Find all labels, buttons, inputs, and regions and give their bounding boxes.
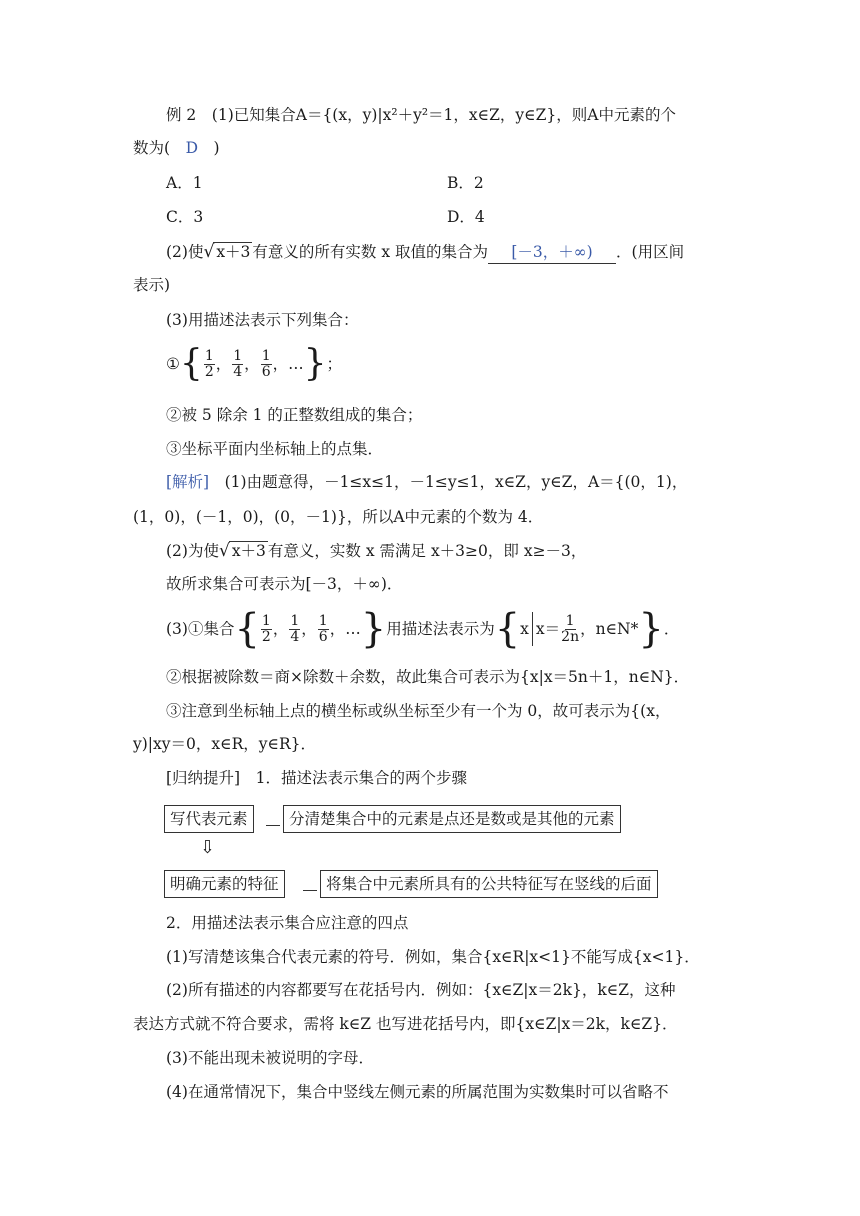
left-brace-2: { [234, 606, 260, 652]
q2-answer: [－3，＋∞) [488, 241, 616, 264]
summary-p2-3: (3)不能出现未被说明的字母． [166, 1049, 374, 1067]
solution-line1 [166, 471, 687, 493]
left-brace: { [179, 343, 203, 384]
example-q3-3: ③坐标平面内坐标轴上的点集． [166, 440, 384, 458]
solution-s3-2: ②根据被除数＝商×除数＋余数，故此集合可表示为{x|x＝5n＋1，n∈N}． [166, 668, 690, 686]
s3-end: ． [663, 620, 680, 638]
fraction-term [318, 614, 329, 645]
frac-num: 1 [318, 612, 328, 629]
fraction-term [261, 614, 272, 645]
step-desc-1: 分清楚集合中的元素是点还是数或是其他的元素 [283, 805, 621, 833]
sqrt-icon: √ [203, 242, 215, 262]
comma: ， [244, 355, 260, 373]
q1-suffix: ) [198, 139, 220, 157]
q1-answer: D [185, 139, 198, 157]
q2-radicand: x＋3 [213, 242, 252, 261]
step-desc-2: 将集合中元素所具有的公共特征写在竖线的后面 [320, 870, 658, 898]
frac-den: 6 [318, 628, 328, 645]
example-q3-1 [166, 342, 342, 386]
frac-num: 1 [261, 612, 271, 629]
s3-cond-post: ，n∈N* [580, 620, 639, 638]
s2-suffix: 有意义，实数 x 需满足 x＋3≥0，即 x≥－3， [267, 542, 587, 560]
solution-s3-3-line2: y)|xy＝0，x∈R，y∈R}． [133, 735, 317, 753]
connector-1 [266, 825, 280, 826]
summary-p2-2-line2: 表达方式就不符合要求，需将 k∈Z 也写进花括号内，即{x∈Z|x＝2k，k∈Z}． [133, 1015, 678, 1033]
comma: ， [215, 355, 232, 373]
example-q2-line2: 表示) [133, 276, 171, 294]
right-brace: } [303, 343, 327, 384]
example-q1-line2 [133, 137, 220, 159]
s3-cond-pre: x＝ [535, 620, 561, 638]
frac-num: 1 [290, 612, 300, 629]
frac-den: 4 [290, 628, 300, 645]
circled-one: ① [166, 355, 180, 373]
q2-prefix: (2)使 [166, 243, 204, 261]
frac-den: 2 [204, 363, 214, 380]
fraction-term [261, 349, 272, 380]
q3-1-end: ； [326, 355, 343, 373]
fraction-term [289, 614, 300, 645]
q2-mid: 有意义的所有实数 x 取值的集合为 [252, 243, 489, 261]
frac-num: 1 [204, 347, 214, 364]
right-brace-3: } [638, 606, 664, 652]
down-arrow-icon: ⇩ [200, 837, 216, 858]
solution-line2: (1，0)，(－1，0)，(0，－1)}，所以A中元素的个数为 4． [133, 508, 544, 526]
solution-s1: (1)由题意得，－1≤x≤1，－1≤y≤1，x∈Z，y∈Z，A＝{(0，1)， [209, 473, 688, 491]
example-q1-line1: 例 2 (1)已知集合A＝{(x，y)|x²＋y²＝1，x∈Z，y∈Z}，则A中元素的个 [166, 106, 676, 124]
example-q2-line1 [166, 241, 684, 264]
set-bar [532, 612, 533, 646]
ellipsis-2: … [345, 620, 361, 638]
q2-suffix: ．(用区间 [616, 243, 685, 261]
ellipsis: … [288, 355, 304, 373]
q3-1-terms [203, 349, 288, 380]
solution-s2-line1 [166, 540, 586, 562]
option-a: A．1 [166, 174, 203, 192]
example-q3: (3)用描述法表示下列集合： [166, 311, 359, 329]
solution-s2-line2: 故所求集合可表示为[－3，＋∞)． [166, 575, 403, 593]
fraction-term [232, 349, 243, 380]
frac-num: 1 [565, 612, 575, 629]
example-q3-2: ②被 5 除余 1 的正整数组成的集合； [166, 406, 423, 424]
left-brace-3: { [494, 606, 521, 652]
comma: ， [301, 620, 317, 638]
solution-s3-1 [166, 604, 679, 654]
summary-p2-1: (1)写清楚该集合代表元素的符号．例如，集合{x∈R|x<1}不能写成{x<1}． [166, 948, 700, 966]
step-box-1: 写代表元素 [164, 805, 254, 833]
frac-num: 1 [233, 347, 243, 364]
sqrt-icon-2: √ [218, 541, 230, 561]
fraction-term [204, 349, 215, 380]
s3-prefix: (3)①集合 [166, 620, 235, 638]
solution-s3-3-line1: ③注意到坐标轴上点的横坐标或纵坐标至少有一个为 0，故可表示为{(x， [166, 702, 671, 720]
summary-p2: 2．用描述法表示集合应注意的四点 [166, 914, 409, 932]
s3-terms [260, 614, 345, 645]
summary-p2-4: (4)在通常情况下，集合中竖线左侧元素的所属范围为实数集时可以省略不 [166, 1083, 669, 1101]
frac-den: 2n [561, 628, 580, 645]
comma: ， [272, 620, 289, 638]
fraction-1-2n [561, 614, 579, 645]
option-b: B．2 [447, 174, 484, 192]
s3-mid: 用描述法表示为 [386, 620, 495, 638]
s3-var: x [520, 620, 529, 638]
summary-head: [归纳提升] 1．描述法表示集合的两个步骤 [166, 769, 467, 787]
comma: ， [329, 620, 346, 638]
s2-radicand: x＋3 [229, 541, 268, 560]
frac-num: 1 [261, 347, 271, 364]
connector-2 [303, 890, 317, 891]
right-brace-2: } [360, 606, 387, 652]
frac-den: 4 [233, 363, 243, 380]
s2-prefix: (2)为使 [166, 542, 219, 560]
q1-prefix: 数为( [133, 139, 186, 157]
frac-den: 2 [261, 628, 271, 645]
option-d: D．4 [447, 208, 485, 226]
frac-den: 6 [261, 363, 271, 380]
step-box-2: 明确元素的特征 [164, 870, 285, 898]
solution-tag: [解析] [166, 473, 210, 491]
comma: ， [272, 355, 289, 373]
option-c: C．3 [166, 208, 204, 226]
summary-p2-2-line1: (2)所有描述的内容都要写在花括号内．例如：{x∈Z|x＝2k}，k∈Z，这种 [166, 981, 676, 999]
